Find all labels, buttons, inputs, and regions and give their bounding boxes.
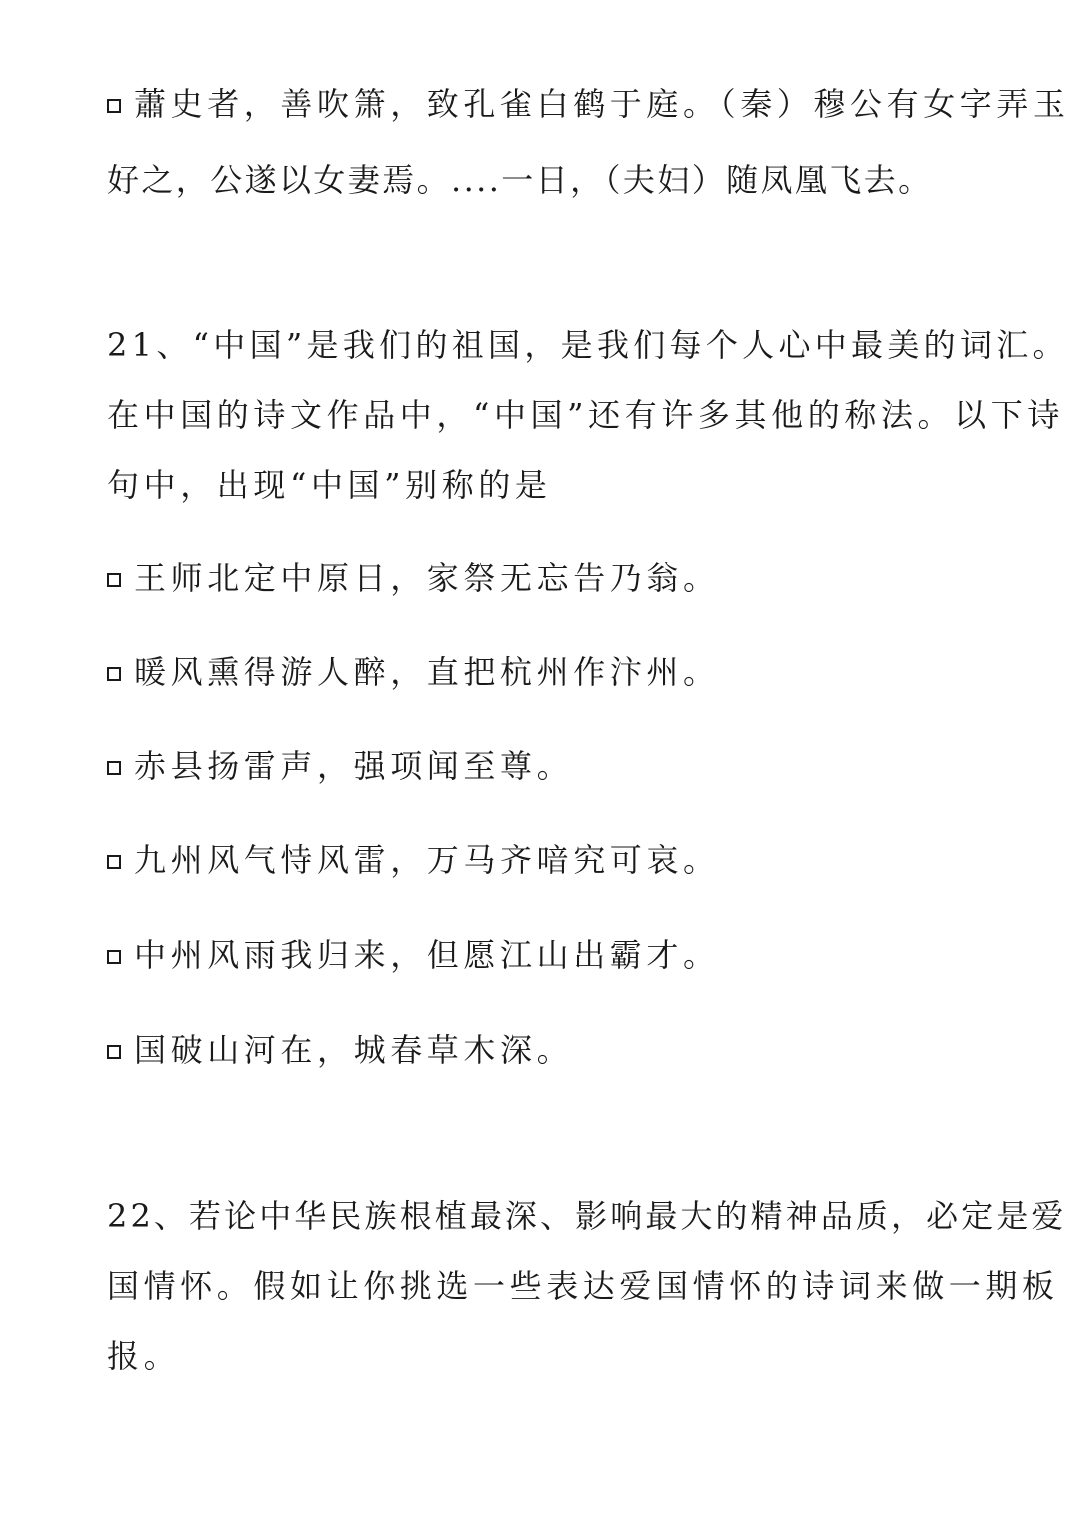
checkbox-icon[interactable] [107, 667, 121, 681]
q21-option-4[interactable] [107, 840, 977, 880]
q21-option-text: 国破山河在，城春草木深。 [134, 1031, 574, 1069]
q22-stem-line-2: 国情怀。假如让你挑选一些表达爱国情怀的诗词来做一期板 [107, 1267, 1059, 1305]
checkbox-icon[interactable] [107, 99, 121, 113]
q21-option-6[interactable] [107, 1030, 977, 1070]
q22-stem-line-3: 报。 [107, 1337, 181, 1375]
q21-option-text: 九州风气恃风雷，万马齐喑究可哀。 [134, 841, 720, 879]
checkbox-icon[interactable] [107, 855, 121, 869]
q21-option-3[interactable] [107, 746, 977, 786]
q22-stem-line-1: 22、若论中华民族根植最深、影响最大的精神品质，必定是爱 [107, 1197, 1067, 1235]
q20-option-text-1: 蕭史者，善吹箫，致孔雀白鹤于庭。（秦）穆公有女字弄玉 [134, 85, 1070, 123]
q20-option-line-1 [107, 84, 1070, 124]
q21-stem-line-3: 句中，出现“中国”别称的是 [107, 466, 552, 504]
q21-option-text: 中州风雨我归来，但愿江山出霸才。 [134, 936, 720, 974]
q21-option-1[interactable] [107, 558, 977, 598]
q21-option-text: 暖风熏得游人醉，直把杭州作汴州。 [134, 653, 720, 691]
checkbox-icon[interactable] [107, 761, 121, 775]
q21-stem-line-1: 21、“中国”是我们的祖国，是我们每个人心中最美的词汇。 [107, 326, 1069, 364]
q21-option-text: 王师北定中原日，家祭无忘告乃翁。 [134, 559, 720, 597]
q20-option-line-2: 好之，公遂以女妻焉。....一日，（夫妇）随凤凰飞去。 [107, 161, 933, 199]
checkbox-icon[interactable] [107, 1045, 121, 1059]
q21-stem-line-2: 在中国的诗文作品中，“中国”还有许多其他的称法。以下诗 [107, 396, 1064, 434]
q21-option-2[interactable] [107, 652, 977, 692]
q21-option-5[interactable] [107, 935, 977, 975]
q21-option-text: 赤县扬雷声，强项闻至尊。 [134, 747, 574, 785]
checkbox-icon[interactable] [107, 950, 121, 964]
checkbox-icon[interactable] [107, 573, 121, 587]
